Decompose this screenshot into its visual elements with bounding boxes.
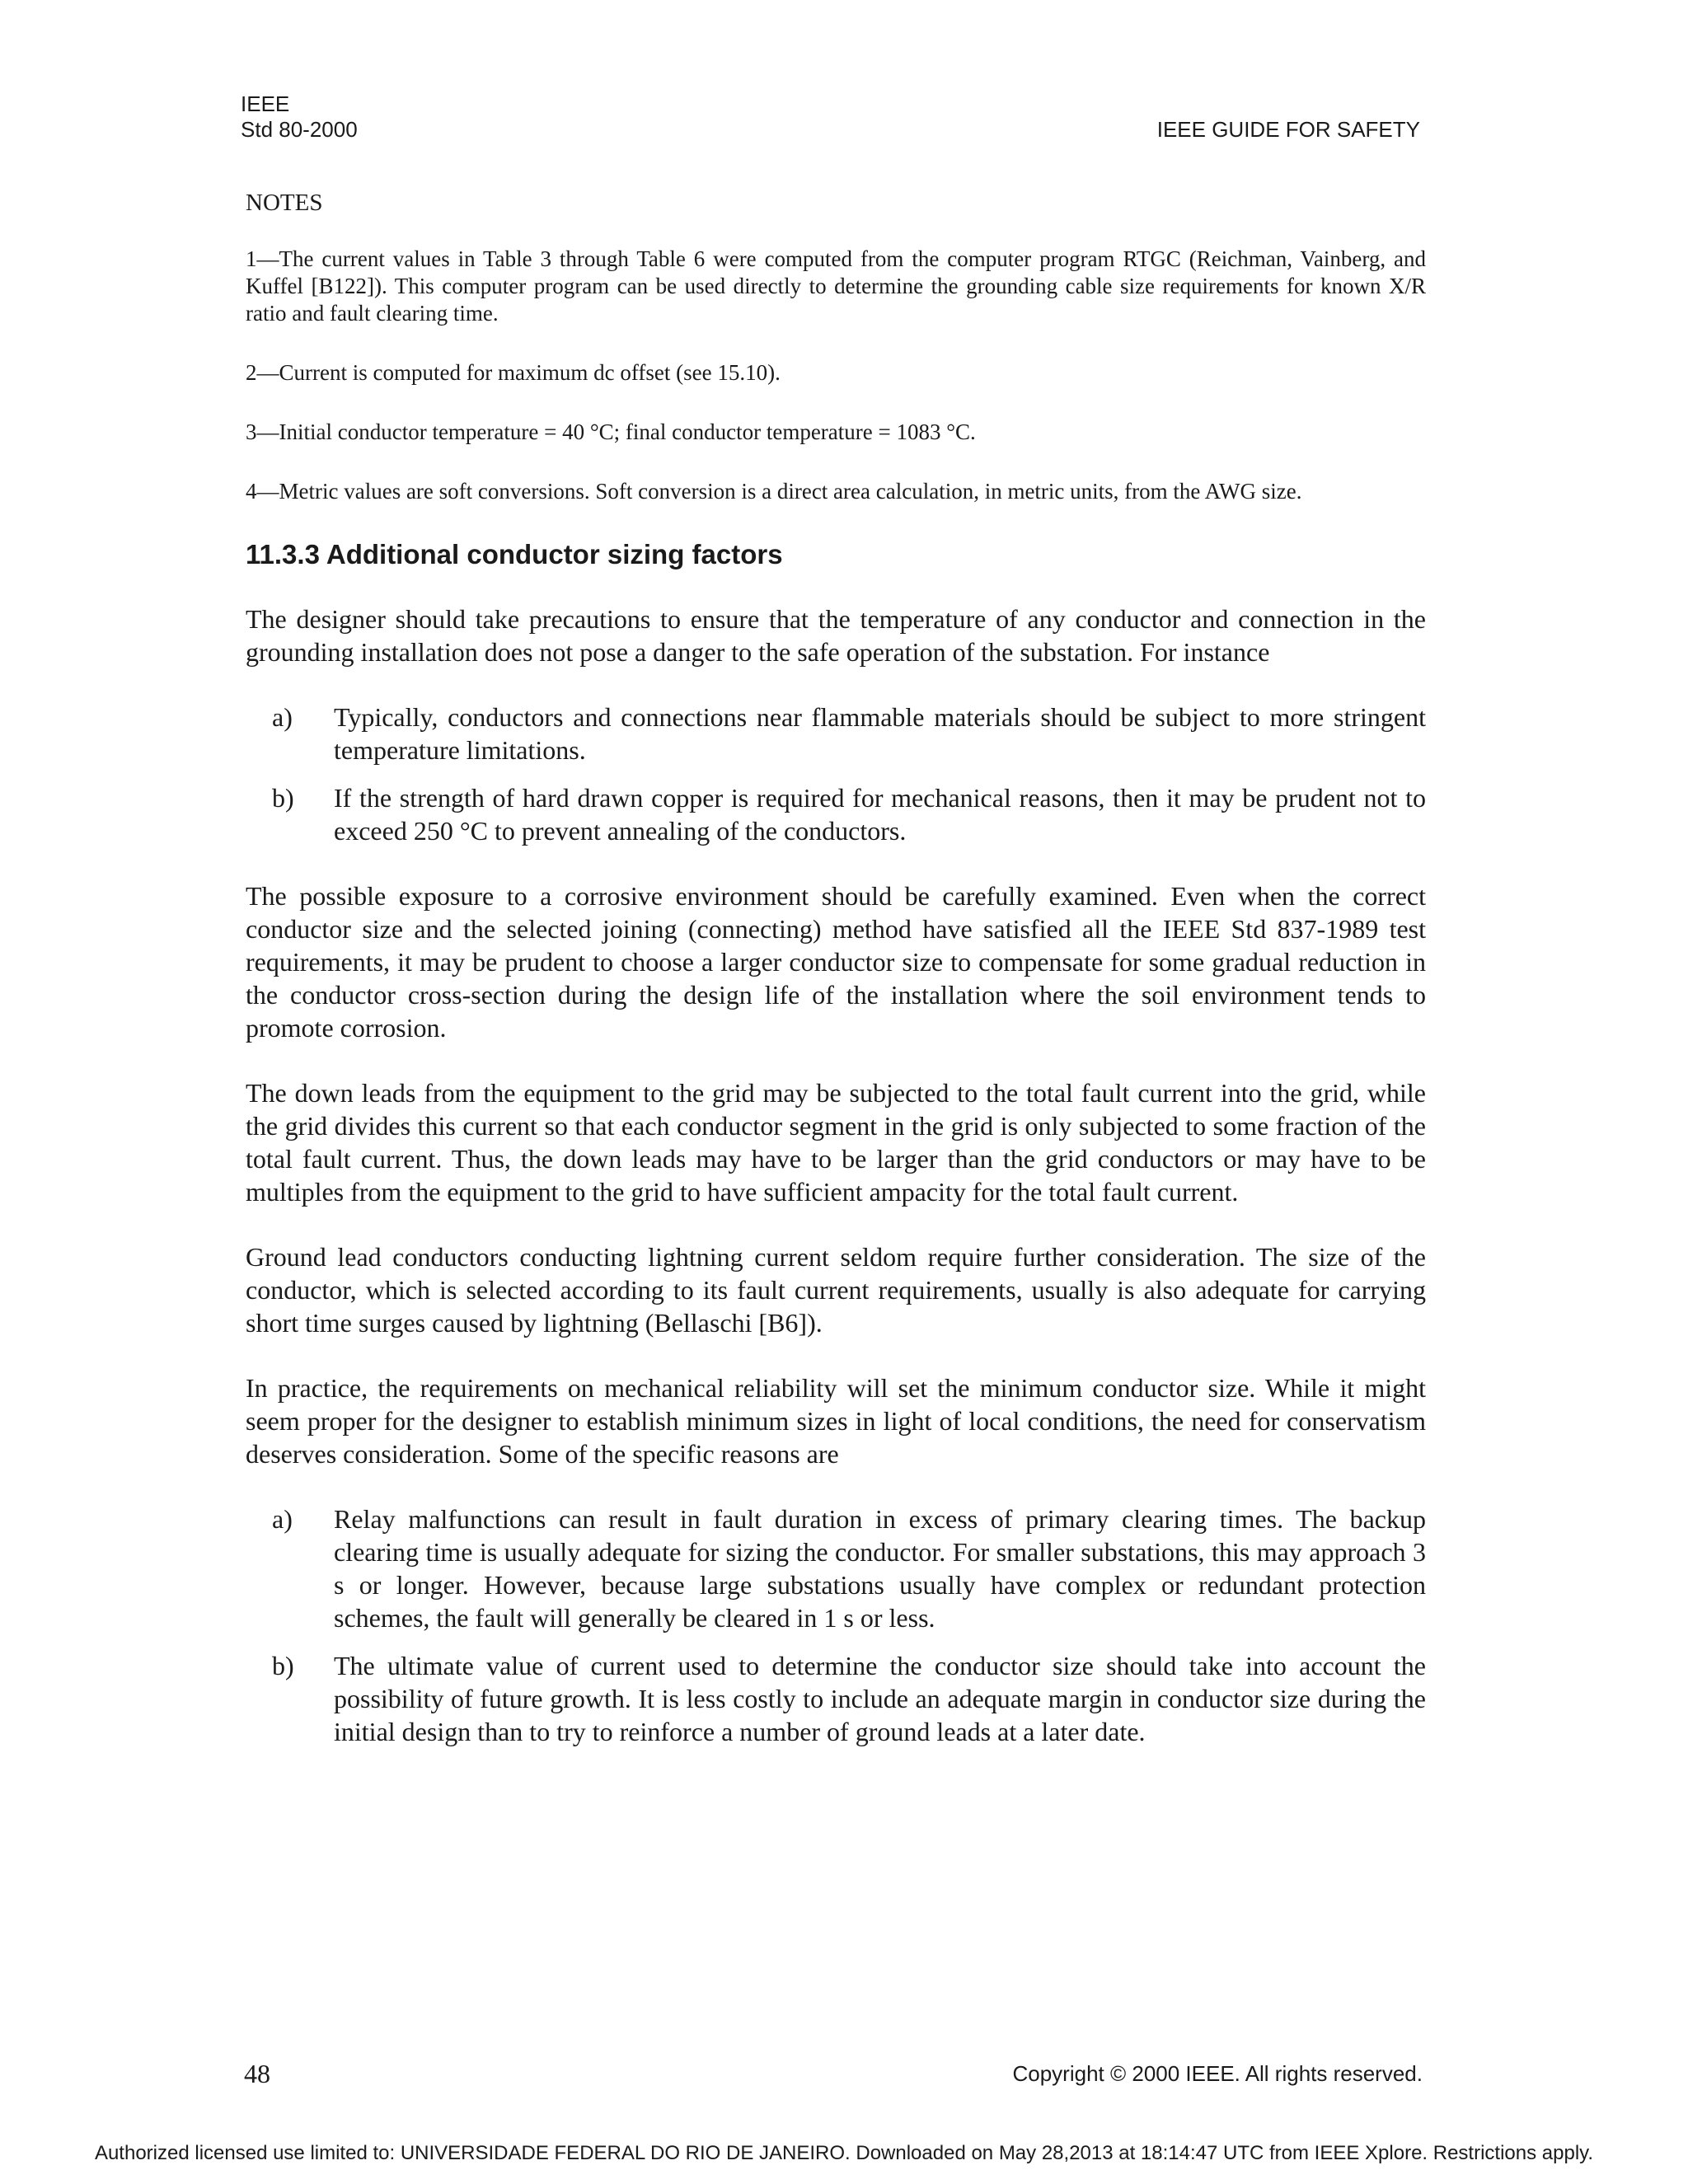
precautions-list <box>246 701 1426 847</box>
note-3: 3—Initial conductor temperature = 40 °C; final conductor temperature = 1083 °C. <box>246 419 976 444</box>
list-item-text: Typically, conductors and connections near flammable materials should be subject to more stringent temperature limitations. <box>334 702 1426 765</box>
header-title: IEEE GUIDE FOR SAFETY <box>1156 117 1420 142</box>
header-standard-number: Std 80-2000 <box>241 117 358 142</box>
list-marker: b) <box>272 1651 294 1680</box>
header-org: IEEE <box>241 91 290 116</box>
list-item-text: The ultimate value of current used to determine the conductor size should take into account the possibility of future growth. It is less costly to include an adequate margin in conductor size during the initial design than to try to reinforce a number of ground leads at a later date. <box>334 1651 1426 1746</box>
page-body <box>246 186 1426 1780</box>
intro-paragraph: The designer should take precautions to ensure that the temperature of any conductor and connection in the grounding installation does not pose a danger to the safe operation of the substation. For instance <box>246 604 1426 667</box>
list-marker: b) <box>272 783 294 813</box>
license-notice: Authorized licensed use limited to: UNIVERSIDADE FEDERAL DO RIO DE JANEIRO. Downloaded on May 28,2013 at 18:14:47 UTC from IEEE Xplore. Restrictions apply. <box>94 2142 1594 2164</box>
page-number: 48 <box>244 2059 270 2088</box>
list-marker: a) <box>272 702 293 732</box>
list-item <box>246 701 1426 766</box>
list-item <box>246 1649 1426 1748</box>
section-heading: 11.3.3 Additional conductor sizing factors <box>246 539 783 569</box>
mechanical-reliability-paragraph: In practice, the requirements on mechanical reliability will set the minimum conductor size. While it might seem proper for the designer to establish minimum sizes in light of local conditions, the need for conservatism deserves consideration. Some of the specific reasons are <box>246 1373 1426 1469</box>
notes-title: NOTES <box>246 190 323 216</box>
down-leads-paragraph: The down leads from the equipment to the grid may be subjected to the total fault current into the grid, while the grid divides this current so that each conductor segment in the grid is only subjected to some fraction of the total fault current. Thus, the down leads may have to be larger than the grid conductors or may have to be multiples from the equipment to the grid to have sufficient ampacity for the total fault current. <box>246 1078 1426 1207</box>
running-header-left <box>241 91 358 143</box>
note-4: 4—Metric values are soft conversions. Soft conversion is a direct area calculation, in metric units, from the AWG size. <box>246 479 1302 504</box>
list-item <box>246 1502 1426 1634</box>
reasons-list <box>246 1502 1426 1748</box>
corrosion-paragraph: The possible exposure to a corrosive environment should be carefully examined. Even when the correct conductor size and the selected joining (connecting) method have satisfied all the IEEE Std 837-1989 test requirements, it may be prudent to choose a larger conductor size to compensate for some gradual reduction in the conductor cross-section during the design life of the installation where the soil environment tends to promote corrosion. <box>246 881 1426 1043</box>
lightning-paragraph: Ground lead conductors conducting lightning current seldom require further consideration. The size of the conductor, which is selected according to its fault current requirements, usually is also adequate for carrying short time surges caused by lightning (Bellaschi [B6]). <box>246 1242 1426 1338</box>
note-1: 1—The current values in Table 3 through Table 6 were computed from the computer program RTGC (Reichman, Vainberg, and Kuffel [B122]). This computer program can be used directly to determine the grounding cable size requirements for known X/R ratio and fault clearing time. <box>246 246 1426 326</box>
list-item <box>246 781 1426 847</box>
list-marker: a) <box>272 1504 293 1534</box>
copyright-notice: Copyright © 2000 IEEE. All rights reserved. <box>1012 2061 1423 2086</box>
list-item-text: Relay malfunctions can result in fault duration in excess of primary clearing times. The backup clearing time is usually adequate for sizing the conductor. For smaller substations, this may approach 3 s or longer. However, because large substations usually have complex or redundant protection schemes, the fault will generally be cleared in 1 s or less. <box>334 1504 1426 1633</box>
note-2: 2—Current is computed for maximum dc offset (see 15.10). <box>246 360 781 385</box>
list-item-text: If the strength of hard drawn copper is required for mechanical reasons, then it may be prudent not to exceed 250 °C to prevent annealing of the conductors. <box>334 783 1426 846</box>
